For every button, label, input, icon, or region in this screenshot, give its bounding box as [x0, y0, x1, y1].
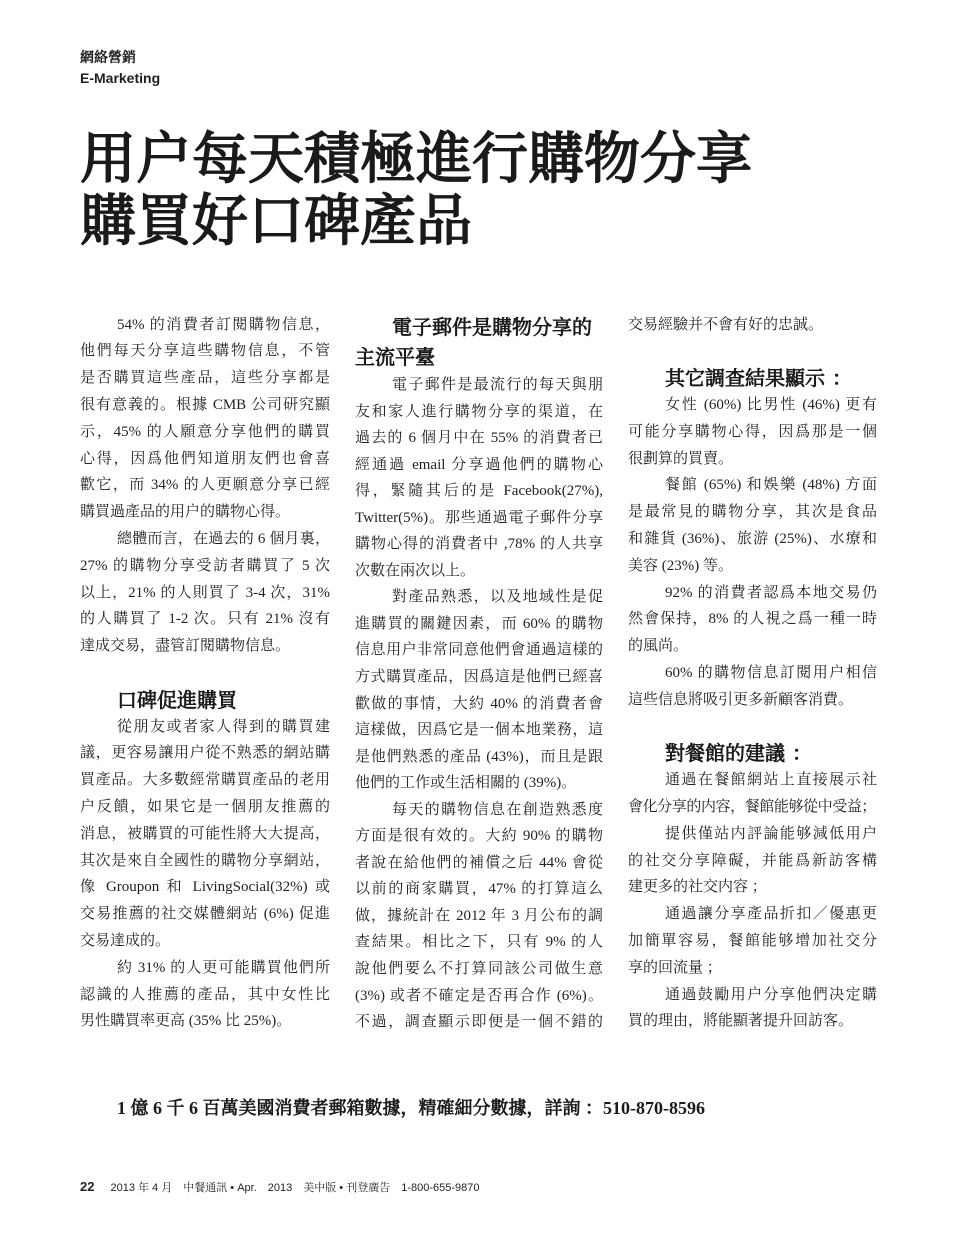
column-3-paragraph-5-line-1: 92% 的消費者認爲本地交易仍: [665, 584, 877, 601]
column-3-paragraph-10-line-1: 通過讓分享產品折扣／優惠更: [665, 906, 877, 923]
article-title-line-1: 用户每天積極進行購物分享: [80, 126, 752, 192]
column-1-paragraph-1: [80, 312, 330, 526]
column-1-heading-3: [80, 687, 330, 714]
column-3-paragraph-3-line-1: 女性 (60%) 比男性 (46%) 更有: [665, 396, 877, 413]
column-2-paragraph-4-line-7: 說他們要么不打算同該公司做生意: [355, 961, 603, 978]
column-1-paragraph-2-line-3: 以上，21% 的人則買了 3-4 次，31%: [80, 584, 330, 601]
column-3-paragraph-5-line-3: 的風尚。: [628, 638, 689, 655]
column-2-paragraph-2-line-3: 過去的 6 個月中在 55% 的消費者已: [355, 430, 603, 447]
column-3-heading-7: [628, 740, 877, 767]
column-2-paragraph-2-line-2: 友和家人進行購物分享的渠道，在: [355, 403, 603, 420]
column-3-paragraph-5-line-2: 然會保持，8% 的人視之爲一種一時: [628, 611, 877, 628]
column-2-paragraph-3-line-7: 是他們熟悉的產品 (43%)，而且是跟: [355, 748, 603, 765]
column-3-paragraph-5: [628, 580, 877, 660]
column-3-paragraph-8-line-2: 會化分享的内容，餐館能够從中受益；: [628, 798, 877, 815]
article-title-line-2: 購買好口碑產品: [80, 188, 472, 254]
column-2-paragraph-2: [355, 372, 603, 584]
column-1-paragraph-5-line-3: 男性購買率更高 (35% 比 25%)。: [80, 1013, 292, 1030]
column-1-paragraph-4-line-6: 其次是來自全國性的購物分享網站，: [80, 852, 330, 869]
column-1-paragraph-1-line-5: 示，45% 的人願意分享他們的購買: [80, 423, 330, 440]
column-1-paragraph-2-line-5: 達成交易，盡管訂閱購物信息。: [80, 638, 291, 655]
column-3-paragraph-6: [628, 660, 877, 714]
column-2-paragraph-2-line-7: 購物心得的消費者中 ,78% 的人共享: [355, 536, 603, 553]
column-1-paragraph-1-line-4: 很有意義的。根據 CMB 公司研究顯: [80, 396, 330, 413]
promo-banner-text: 1 億 6 千 6 百萬美國消費者郵箱數據，精確細分數據，詳詢 ：510-870-8596: [117, 1098, 705, 1118]
page-number: 22: [80, 1179, 95, 1194]
column-3-paragraph-4-line-2: 是最常見的購物分享，其次是食品: [628, 504, 877, 521]
column-3-paragraph-3-line-3: 很劃算的買賣。: [628, 450, 734, 467]
column-3-paragraph-1: [628, 312, 877, 339]
column-3-heading-2-line-1: 其它調查結果顯示 ：: [665, 366, 852, 391]
article-column-1: [80, 312, 330, 1036]
column-2-paragraph-3-line-2: 進購買的關鍵因素，而 60% 的購物: [355, 615, 603, 632]
article-title: [80, 128, 752, 252]
column-3-paragraph-1-line-1: 交易經驗并不會有好的忠誠。: [628, 316, 824, 333]
column-2-heading-1-line-1: 電子郵件是購物分享的: [392, 315, 592, 339]
column-3-paragraph-9-line-1: 提供僅站内評論能够減低用户: [665, 825, 877, 842]
column-1-paragraph-1-line-1: 54% 的消費者訂閱購物信息，: [117, 316, 330, 333]
column-1-paragraph-1-line-7: 歡它，而 34% 的人更願意分享已經: [80, 477, 330, 494]
column-3-paragraph-3-line-2: 可能分享購物心得，因爲那是一個: [628, 423, 877, 440]
section-label-english: E-Marketing: [80, 70, 161, 86]
column-2-paragraph-4-line-5: 做，據統計在 2012 年 3 月公布的調: [355, 907, 603, 924]
column-2-paragraph-2-line-1: 電子郵件是最流行的每天與朋: [392, 377, 603, 393]
page-footer: [80, 1179, 491, 1196]
section-label-chinese: 網絡營銷: [80, 50, 136, 66]
column-3-paragraph-4-line-4: 美容 (23%) 等。: [628, 557, 733, 574]
column-3-paragraph-9-line-3: 建更多的社交内容 ；: [628, 879, 767, 896]
column-3-paragraph-10: [628, 901, 877, 981]
column-1-heading-3-line-1: 口碑促進購買: [117, 687, 237, 712]
column-2-paragraph-3-line-1: 對產品熟悉，以及地域性是促: [392, 589, 603, 606]
footer-issue-date: 2013 年 4 月: [110, 1182, 173, 1194]
column-1-paragraph-2-line-1: 總體而言，在過去的 6 個月裏，: [117, 530, 330, 547]
column-2-heading-1-line-2: 主流平臺: [355, 345, 435, 369]
column-1-paragraph-2-line-2: 27% 的購物分享受訪者購買了 5 次: [80, 557, 330, 574]
column-3-paragraph-6-line-1: 60% 的購物信息訂閱用户相信: [665, 664, 877, 681]
column-2-paragraph-2-line-4: 經通過 email 分享過他們的購物心: [355, 456, 603, 473]
column-2-heading-1: [355, 312, 603, 372]
column-2-paragraph-3-line-8: 他們的工作或生活相關的 (39%)。: [355, 775, 577, 792]
column-1-paragraph-4: [80, 714, 330, 955]
column-3-heading-7-line-1: 對餐館的建議 ：: [665, 741, 812, 766]
footer-phone: 1-800-655-9870: [401, 1182, 480, 1194]
column-2-paragraph-4-line-9: 不過，調查顯示即便是一個不錯的: [355, 1014, 603, 1031]
column-3-paragraph-11-line-1: 通過鼓勵用户分享他們决定購: [665, 986, 877, 1003]
column-3-paragraph-11-line-2: 買的理由，將能顯著提升回訪客。: [628, 1013, 854, 1030]
column-3-paragraph-11: [628, 982, 877, 1036]
column-2-paragraph-4-line-3: 者說在給他們的補償之后 44% 會從: [355, 854, 603, 871]
column-1-paragraph-2: [80, 526, 330, 660]
column-1-paragraph-4-line-4: 户反饋，如果它是一個朋友推薦的: [80, 798, 330, 815]
column-3-paragraph-10-line-2: 加簡單容易，餐館能够增加社交分: [628, 932, 877, 949]
column-1-paragraph-4-line-5: 消息，被購買的可能性將大大提高，: [80, 825, 330, 842]
column-2-paragraph-3-line-3: 信息用户非常同意他們會通過這樣的: [355, 642, 603, 659]
column-2-paragraph-4-line-1: 每天的購物信息在創造熟悉度: [392, 801, 603, 818]
footer-year: 2013: [267, 1182, 293, 1194]
column-3-paragraph-4-line-1: 餐館 (65%) 和娛樂 (48%) 方面: [665, 477, 877, 494]
column-2-paragraph-2-line-5: 得，緊隨其后的是 Facebook(27%),: [355, 483, 603, 500]
footer-edition: 美中版 • 刊登廣告: [303, 1182, 391, 1194]
column-2-paragraph-4-line-4: 以前的商家購買，47% 的打算這么: [355, 881, 603, 898]
column-1-paragraph-1-line-8: 購買過產品的用户的購物心得。: [80, 504, 291, 521]
column-1-paragraph-5-line-2: 認識的人推薦的產品，其中女性比: [80, 986, 330, 1003]
column-2-paragraph-4: [355, 797, 603, 1036]
column-2-paragraph-4-line-8: (3%) 或者不確定是否再合作 (6%)。: [355, 987, 603, 1004]
column-2-paragraph-3-line-5: 歡做的事情，大約 40% 的消費者會: [355, 695, 603, 712]
column-3-heading-2: [628, 365, 877, 392]
column-3-paragraph-8-line-1: 通過在餐館網站上直接展示社: [665, 772, 877, 789]
column-3-paragraph-9: [628, 821, 877, 901]
column-1-paragraph-1-line-2: 他們每天分享這些購物信息，不管: [80, 343, 330, 360]
column-1-paragraph-4-line-7: 像 Groupon 和 LivingSocial(32%) 或: [80, 879, 330, 896]
column-1-paragraph-4-line-2: 議，更容易讓用户從不熟悉的網站購: [80, 745, 330, 762]
column-3-paragraph-8: [628, 767, 877, 821]
column-3-paragraph-6-line-2: 這些信息將吸引更多新顧客消費。: [628, 691, 854, 708]
column-1-paragraph-2-line-4: 的人購買了 1-2 次。只有 21% 沒有: [80, 611, 330, 628]
footer-publication: 中餐通訊 • Apr.: [183, 1182, 257, 1194]
column-1-paragraph-4-line-1: 從朋友或者家人得到的購買建: [117, 718, 330, 735]
column-3-paragraph-4: [628, 472, 877, 579]
column-1-paragraph-4-line-8: 交易推薦的社交媒體網站 (6%) 促進: [80, 906, 330, 923]
column-1-paragraph-4-line-9: 交易達成的。: [80, 932, 171, 949]
column-1-paragraph-5: [80, 955, 330, 1035]
column-2-paragraph-3-line-6: 這樣做，因爲它是一個本地業務，這: [355, 722, 603, 739]
column-2-paragraph-4-line-6: 查結果。相比之下，只有 9% 的人: [355, 934, 603, 951]
column-1-paragraph-1-line-3: 是否購買這些產品，這些分享都是: [80, 370, 330, 387]
column-1-paragraph-5-line-1: 約 31% 的人更可能購買他們所: [117, 959, 330, 976]
column-3-paragraph-4-line-3: 和雜貨 (36%)、旅游 (25%)、水療和: [628, 530, 877, 547]
article-column-3: [628, 312, 877, 1036]
column-3-paragraph-9-line-2: 的社交分享障礙，并能爲新訪客構: [628, 852, 877, 869]
column-3-paragraph-3: [628, 392, 877, 472]
column-1-paragraph-4-line-3: 買產品。大多數經常購買產品的老用: [80, 772, 330, 789]
column-2-paragraph-2-line-8: 次數在兩次以上。: [355, 562, 476, 579]
column-2-paragraph-2-line-6: Twitter(5%)。那些通過電子郵件分享: [355, 509, 603, 526]
column-2-paragraph-3-line-4: 方式購買產品，因爲這是他們已經喜: [355, 669, 603, 686]
column-2-paragraph-3: [355, 584, 603, 796]
column-2-paragraph-4-line-2: 方面是很有效的。大約 90% 的購物: [355, 828, 603, 845]
column-3-paragraph-10-line-3: 享的回流量 ；: [628, 959, 722, 976]
column-1-paragraph-1-line-6: 心得，因爲他們知道朋友們也會喜: [80, 450, 330, 467]
article-column-2: [355, 312, 603, 1036]
